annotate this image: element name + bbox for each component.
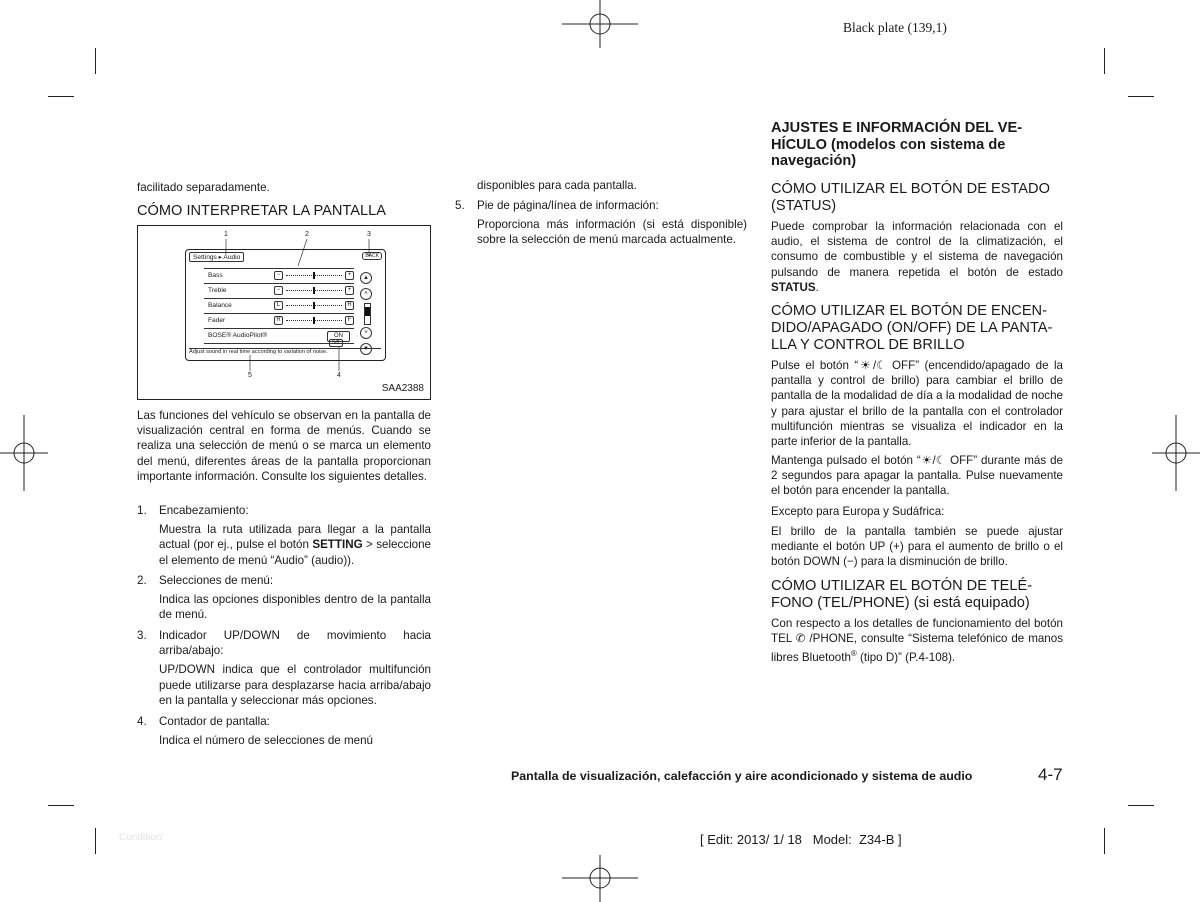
onoff-paragraph-1: Pulse el botón “☀/☾ OFF” (encendido/apagado de la pantalla y control de brillo) para cambiar el brillo de pantalla de la modalidad de día a la modalidad de noche y para ajustar el brillo de la pantalla con el controlador multifunción mientras se visualiza el indicador en la parte inferior de la pantalla. [771,359,1064,449]
screen-scroll-up-icon: ˄ [360,288,372,300]
middle-continuation: disponibles para cada pantalla. [477,179,637,192]
screen-row-bass: Bass − + [204,269,354,284]
phone-icon: ✆ [795,632,806,646]
callout-1: 1 [224,231,228,238]
screen-up-icon: ▲ [360,272,372,284]
list-item-5: 5. Pie de página/línea de información: Proporciona más información (si está disponible) sobre la selección de menú marcada actualmente. [455,199,747,247]
screen-scrollbar [364,303,371,325]
phone-paragraph: Con respecto a los detalles de funcionamiento del botón TEL ✆ /PHONE, consulte “Sistema telefónico de manos libres Bluetooth® (tipo D)” (P.4-108). [771,617,1063,665]
callout-2: 2 [305,231,309,238]
onoff-paragraph-3: Excepto para Europa y Sudáfrica: [771,505,945,518]
section-heading-phone: CÓMO UTILIZAR EL BOTÓN DE TELÉ- FONO (TEL/PHONE) (si está equipado) [771,578,1033,611]
nav-screen [185,249,386,361]
screen-row-bose: BOSE® AudioPilot® ON [204,329,354,344]
figure-screen-diagram [137,225,431,400]
list-item-2: 2. Selecciones de menú: Indica las opciones disponibles dentro de la pantalla de menú. [137,574,431,622]
registration-mark-left [0,415,48,491]
brightness-icon: ☀/☾ [858,359,887,372]
plate-label: Black plate (139,1) [843,20,947,35]
section-heading-onoff: CÓMO UTILIZAR EL BOTÓN DE ENCEN- DIDO/APAGADO (ON/OFF) DE LA PANTA- LLA Y CONTROL DE BRILLO [771,303,1053,353]
screen-down-icon: ▼ [360,343,372,355]
screen-info-bar: Adjust sound in real time according to variation of noise. [189,348,381,355]
screen-scroll-down-icon: ˅ [360,327,372,339]
section-heading-status: CÓMO UTILIZAR EL BOTÓN DE ESTADO (STATUS) [771,181,1050,214]
registration-mark-top [562,0,638,48]
registration-mark-bottom [562,855,638,902]
screen-row-balance: Balance L R [204,299,354,314]
list-item-1: 1. Encabezamiento: Muestra la ruta utilizada para llegar a la pantalla actual (por ej., pulse el botón SETTING > seleccione el elemento de menú “Audio” (audio)). [137,504,431,567]
screen-breadcrumb: Settings ▸ Audio [189,252,244,262]
screen-page-counter: 5/8 [329,339,343,347]
status-paragraph: Puede comprobar la información relacionada con el audio, el sistema de control de la climatización, el consumo de combustible y el sistema de navegación pulsando de manera repetida el botón de estado STATUS. [771,220,1063,294]
screen-row-fader: Fader R F [204,314,354,329]
brightness-icon: ☀/☾ [920,454,947,467]
list-item-3: 3. Indicador UP/DOWN de movimiento hacia arriba/abajo: UP/DOWN indica que el controlador multifunción puede utilizarse para desplazarse hacia arriba/abajo en la pantalla y seleccionar más opciones. [137,629,431,707]
intro-text: facilitado separadamente. [137,181,270,194]
callout-5: 5 [248,372,252,379]
main-heading: AJUSTES E INFORMACIÓN DEL VE- HÍCULO (modelos con sistema de navegación) [771,120,1023,169]
screen-row-treble: Treble − + [204,284,354,299]
page-number: 4-7 [1038,765,1063,784]
onoff-paragraph-2: Mantenga pulsado el botón “☀/☾ OFF” durante más de 2 segundos para apagar la pantalla. Pulse nuevamente el botón para encender la pantalla. [771,454,1063,498]
edit-info: [ Edit: 2013/ 1/ 18 Model: Z34-B ] [700,832,902,847]
callout-3: 3 [367,231,371,238]
figure-code: SAA2388 [381,383,424,394]
list-item-4: 4. Contador de pantalla: Indica el número de selecciones de menú [137,715,373,748]
callout-4: 4 [337,372,341,379]
screen-menu-list [204,268,354,349]
screen-back-button: BACK [362,252,382,260]
section-heading-interpret: CÓMO INTERPRETAR LA PANTALLA [137,203,386,219]
condition-label: Condition: [119,832,165,843]
footer-section-title: Pantalla de visualización, calefacción y aire acondicionado y sistema de audio [511,769,973,783]
registration-mark-right [1152,415,1200,491]
left-body-paragraph: Las funciones del vehículo se observan en la pantalla de visualización central en forma de menús. Cuando se realiza una selección de menú o se marca un elemento del menú, diferentes áreas de la pantalla proporcionan importante información. Consulte los siguientes detalles. [137,409,431,483]
onoff-paragraph-4: El brillo de la pantalla también se puede ajustar mediante el botón UP (+) para el aumento de brillo o el botón DOWN (−) para la disminución de brillo. [771,525,1063,569]
screen-toggle-on: ON [327,331,350,342]
